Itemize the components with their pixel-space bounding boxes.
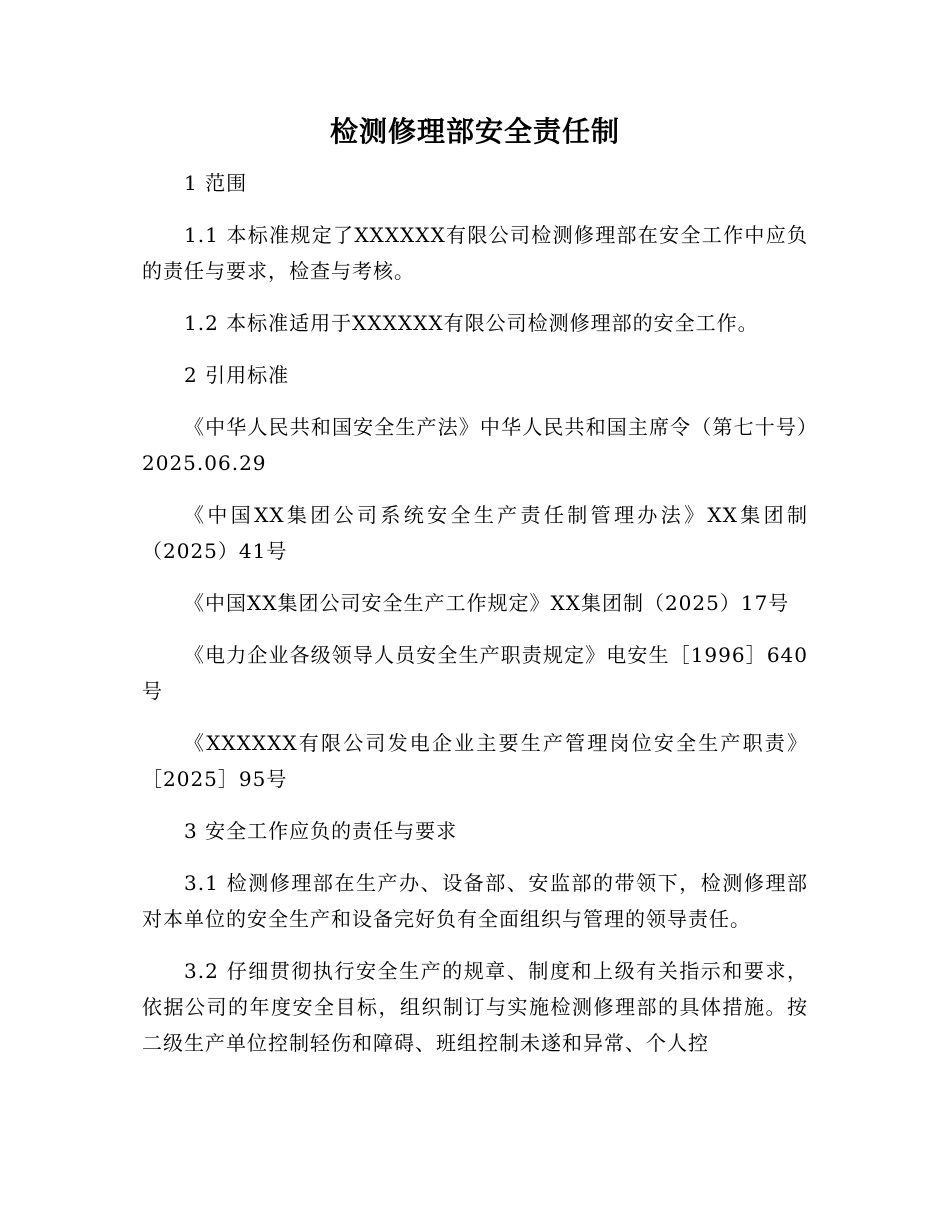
reference-item: 《电力企业各级领导人员安全生产职责规定》电安生［1996］640号 <box>142 643 808 703</box>
paragraph-1-1: 1.1 本标准规定了XXXXXX有限公司检测修理部在安全工作中应负的责任与要求，检查与考核。 <box>142 223 808 283</box>
section-heading-responsibilities: 3 安全工作应负的责任与要求 <box>184 819 458 843</box>
paragraph-3-2: 3.2 仔细贯彻执行安全生产的规章、制度和上级有关指示和要求，依据公司的年度安全目标，组织制订与实施检测修理部的具体措施。按二级生产单位控制轻伤和障碍、班组控制未遂和异常、个人控 <box>142 959 808 1055</box>
reference-item: 《中国XX集团公司安全生产工作规定》XX集团制（2025）17号 <box>184 591 790 615</box>
reference-item: 《中华人民共和国安全生产法》中华人民共和国主席令（第七十号）2025.06.29 <box>142 415 808 475</box>
paragraph-3-1: 3.1 检测修理部在生产办、设备部、安监部的带领下，检测修理部对本单位的安全生产和设备完好负有全面组织与管理的领导责任。 <box>142 871 808 931</box>
section-heading-references: 2 引用标准 <box>184 363 290 387</box>
paragraph-1-2: 1.2 本标准适用于XXXXXX有限公司检测修理部的安全工作。 <box>184 311 759 335</box>
document-body <box>142 165 808 1077</box>
reference-item: 《XXXXXX有限公司发电企业主要生产管理岗位安全生产职责》［2025］95号 <box>142 731 808 791</box>
reference-item: 《中国XX集团公司系统安全生产责任制管理办法》XX集团制（2025）41号 <box>142 503 808 563</box>
document-page <box>142 0 808 1230</box>
document-title: 检测修理部安全责任制 <box>329 115 620 148</box>
section-heading-scope: 1 范围 <box>184 171 248 195</box>
